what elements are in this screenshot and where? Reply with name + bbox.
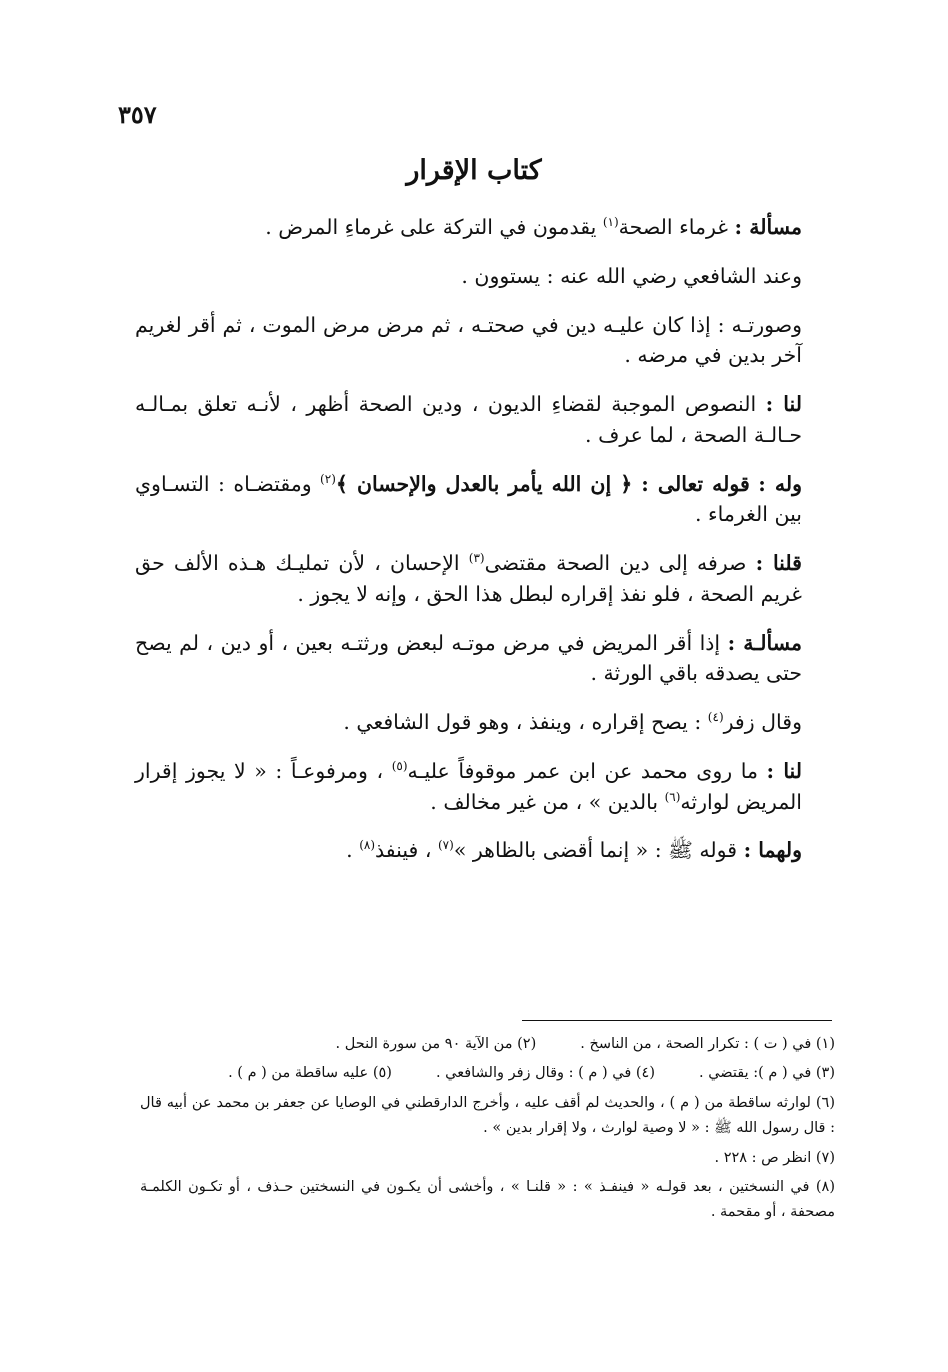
paragraph-text: بالدين » ، من غير مخالف . — [430, 789, 659, 814]
paragraph-lead: مسألـة : — [727, 630, 802, 655]
footnote-4: (٤) في ( م ) : وقال زفر والشافعي . — [435, 1065, 655, 1082]
paragraph-text: ، فينفذ — [375, 838, 432, 863]
paragraph-lead: ولهما : — [743, 838, 802, 863]
footnote-ref: (٤) — [707, 710, 724, 725]
page-number: ٣٥٧ — [118, 100, 157, 129]
paragraph-text: وعند الشافعي رضي الله عنه : يستوون . — [461, 263, 802, 288]
footnote-6: (٦) لوارثه ساقطة من ( م ) ، والحديث لم أقف عليه ، وأخرج الدارقطني في الوصايا عن جعفر بن محمد عن أبيه قال : قال رسول الله ﷺ : « لا وصية لوارث ، ولا إقرار بدين » . — [140, 1094, 835, 1137]
paragraph-8 — [135, 707, 830, 738]
footnote-ref: (٧) — [437, 838, 454, 853]
paragraph-2 — [135, 261, 830, 292]
paragraph-text: ، ومرفوعـاً : « لا يجوز إقرار المريض لوارثه — [135, 758, 802, 814]
footnote-2: (٢) من الآية ٩٠ من سورة النحل . — [335, 1036, 537, 1052]
paragraph-text: ما روى محمد عن ابن عمر موقوفاً عليـه — [407, 758, 758, 783]
footnote-8: (٨) في النسختين ، بعد قولـه « فينفـذ » : « قلنـا » ، وأخشى أن يكـون في النسختين حـذف ، أو تكـون الكلمـة مصحفة ، أو مقحمة . — [140, 1178, 835, 1221]
main-text — [135, 212, 830, 884]
paragraph-lead: مسألة : — [734, 215, 802, 239]
paragraph-text: . — [346, 838, 353, 863]
quran-verse: قوله تعالى : ﴿ إن الله يأمر بالعدل والإحسان ﴾ — [335, 471, 750, 496]
footnote-7: (٧) انظر ص : ٢٢٨ . — [714, 1149, 835, 1166]
paragraph-3 — [135, 310, 830, 372]
paragraph-10 — [135, 835, 830, 866]
chapter-title: كتاب الإقرار — [406, 155, 542, 186]
paragraph-lead: لنا : — [766, 758, 802, 783]
footnote-3: (٣) في ( م ): يقتضي . — [699, 1065, 835, 1082]
footnote-5: (٥) عليه ساقطة من ( م ) . — [228, 1065, 392, 1082]
paragraph-text: ومقتضـاه : التسـاوي بين الغرماء . — [135, 471, 802, 527]
paragraph-text: غرماء الصحة — [618, 215, 728, 239]
paragraph-text: إذا أقر المريض في مرض موتـه لبعض ورثتـه بعين ، أو دين ، لم يصح حتى يصدقه باقي الورثة . — [135, 630, 802, 686]
paragraph-9 — [135, 756, 830, 818]
footnote-row — [140, 1061, 835, 1086]
paragraph-lead: لنا : — [765, 392, 802, 416]
paragraph-6 — [135, 548, 830, 610]
footnote-row — [140, 1032, 835, 1057]
paragraph-text: قوله ﷺ : « إنما أقضى بالظاهر » — [453, 838, 738, 863]
footnote-ref: (٥) — [391, 758, 408, 773]
footnote-ref: (٢) — [320, 471, 336, 486]
paragraph-text: صرفه إلى دين الصحة مقتضى — [484, 551, 747, 575]
footnote-ref: (٣) — [468, 551, 485, 566]
footnote-ref: (٨) — [359, 838, 376, 853]
footnote-ref: (٦) — [664, 789, 681, 804]
paragraph-lead: وله : — [758, 471, 802, 496]
paragraph-4 — [135, 389, 830, 451]
footnotes — [140, 1032, 835, 1230]
footnote-ref: (١) — [602, 215, 619, 230]
paragraph-text: النصوص الموجبة لقضاءِ الديون ، ودين الصحة أظهر ، لأنـه تعلق بمـالـه حـالـة الصحة ، لما عرف . — [135, 392, 802, 447]
paragraph-lead: قلنا : — [755, 551, 802, 575]
paragraph-text: الإحسان ، لأن تمليـك هـذه الألف حق غريم الصحة ، فلو نفذ إقراره لبطل هذا الحق ، وإنه لا يجوز . — [135, 551, 802, 606]
paragraph-1 — [135, 212, 830, 243]
footnote-1: (١) في ( ت ) : تكرار الصحة ، من الناسخ . — [580, 1036, 835, 1052]
paragraph-text: وقال زفر — [723, 710, 802, 734]
paragraph-text: : يصح إقراره ، وينفذ ، وهو قول الشافعي . — [343, 710, 702, 734]
paragraph-7 — [135, 628, 830, 690]
paragraph-text: يقدمون في التركة على غرماءِ المرض . — [265, 215, 597, 239]
paragraph-text: وصورتـه : إذا كان عليـه دين في صحتـه ، ثم مرض مرض الموت ، ثم أقر لغريم آخر بدين في مرضه . — [135, 312, 802, 368]
footnote-divider — [522, 1020, 832, 1021]
paragraph-5 — [135, 469, 830, 531]
